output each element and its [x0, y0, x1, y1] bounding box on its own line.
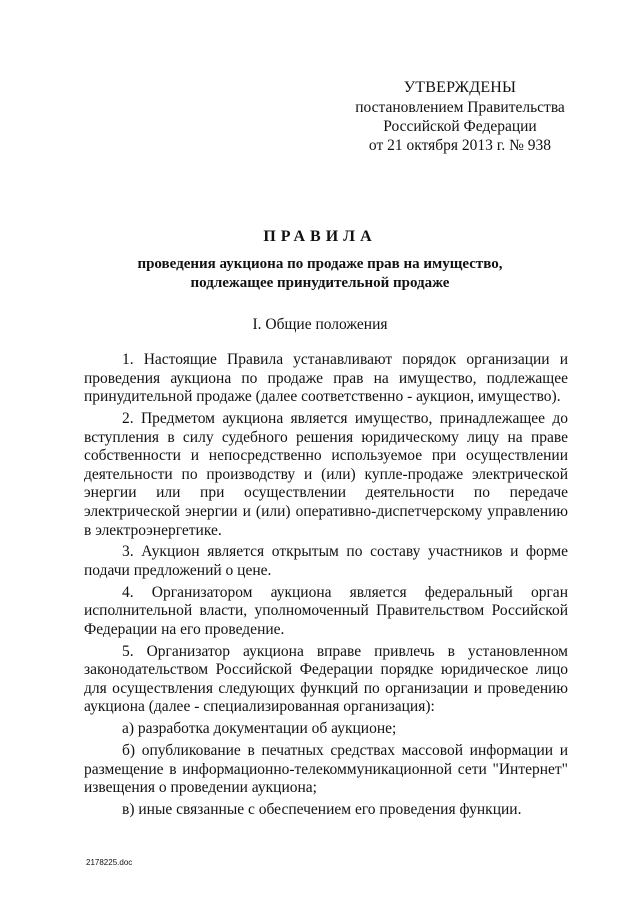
paragraph-3: 3. Аукцион является открытым по составу участников и форме подачи предложений о цене. — [84, 543, 568, 579]
section-heading: I. Общие положения — [252, 316, 388, 333]
document-title: ПРАВИЛА — [263, 228, 377, 245]
approval-line-3: от 21 октября 2013 г. № 938 — [368, 137, 552, 154]
file-name-footer: 2178225.doc — [86, 858, 133, 867]
approval-heading: УТВЕРЖДЕНЫ — [403, 79, 517, 96]
approval-line-1: постановлением Правительства — [355, 99, 565, 116]
list-item-c: в) иные связанные с обеспечением его проведения функции. — [122, 800, 522, 818]
document-subtitle — [90, 255, 550, 293]
document-body — [84, 351, 568, 823]
subtitle-line-1: проведения аукциона по продаже прав на имущество, — [137, 256, 503, 272]
list-item-b: б) опубликование в печатных средствах массовой информации и размещение в информационно-телекоммуникационной сети "Интернет" извещения о проведении аукциона; — [84, 742, 568, 797]
approval-line-2: Российской Федерации — [383, 118, 537, 135]
paragraph-5: 5. Организатор аукциона вправе привлечь в установленном законодательством Российской Федерации порядке юридическое лицо для осуществления следующих функций по организации и проведению аукциона (далее - специализированная организация): — [84, 642, 568, 716]
subtitle-line-2: подлежащее принудительной продаже — [190, 275, 450, 291]
paragraph-1: 1. Настоящие Правила устанавливают порядок организации и проведения аукциона по продаже прав на имущество, подлежащее принудительной продаже (далее соответственно - аукцион, имущество). — [84, 351, 568, 406]
list-item-a: а) разработка документации об аукционе; — [122, 720, 397, 738]
paragraph-4: 4. Организатором аукциона является федеральный орган исполнительной власти, уполномоченный Правительством Российской Федерации на его проведение. — [84, 583, 568, 638]
paragraph-2: 2. Предметом аукциона является имущество, принадлежащее до вступления в силу судебного решения юридическому лицу на праве собственности и непосредственно используемое при осуществлении деятельности по производству и (или) купле-продаже электрической энергии или при осуществлении деятельности по передаче электрической энергии и (или) оперативно-диспетчерскому управлению в электроэнергетике. — [84, 409, 568, 539]
approval-block — [340, 78, 580, 155]
